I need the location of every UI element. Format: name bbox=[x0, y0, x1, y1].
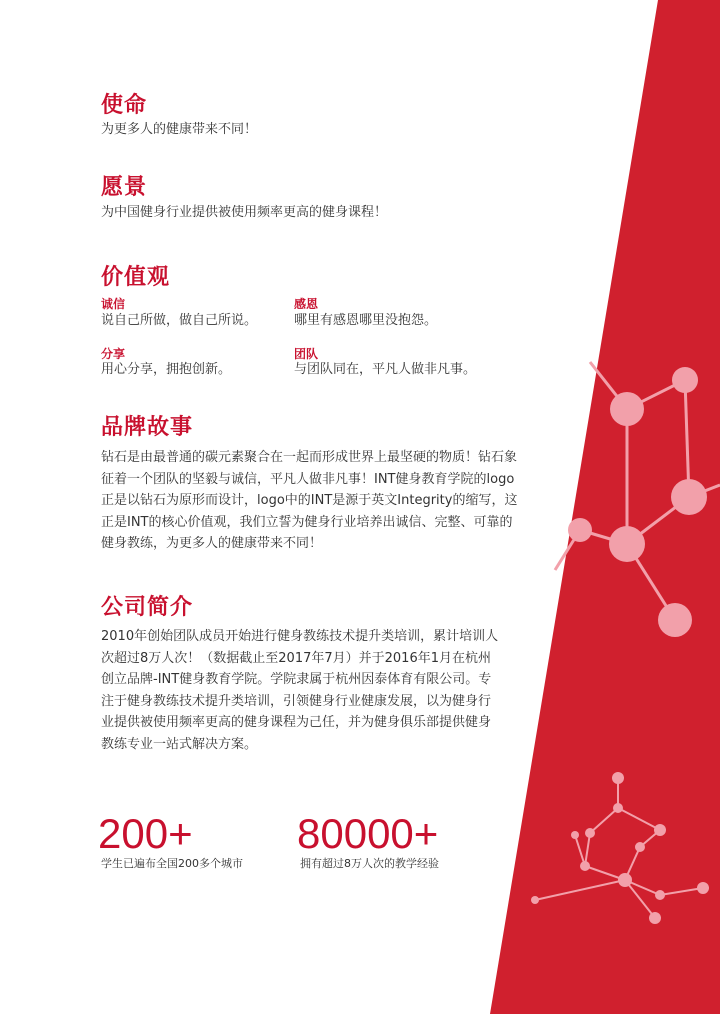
brand-story-line: 征着一个团队的坚毅与诚信，平凡人做非凡事！INT健身教育学院的logo bbox=[101, 471, 515, 487]
stat-caption-students: 拥有超过8万人次的教学经验 bbox=[300, 857, 439, 870]
stat-number-cities: 200+ bbox=[98, 810, 193, 857]
brand-story-body bbox=[101, 447, 556, 555]
vision-title: 愿景 bbox=[101, 175, 148, 200]
company-line: 2010年创始团队成员开始进行健身教练技术提升类培训，累计培训人 bbox=[101, 629, 499, 644]
value-text-sharing: 用心分享，拥抱创新。 bbox=[101, 362, 232, 377]
value-label-team: 团队 bbox=[294, 347, 319, 361]
company-title: 公司简介 bbox=[101, 595, 194, 620]
value-label-sharing: 分享 bbox=[101, 347, 126, 361]
stat-caption-cities: 学生已遍布全国200多个城市 bbox=[101, 857, 243, 870]
value-text-gratitude: 哪里有感恩哪里没抱怨。 bbox=[294, 313, 438, 328]
company-line: 业提供被使用频率更高的健身课程为己任，并为健身俱乐部提供健身 bbox=[101, 715, 492, 730]
mission-text: 为更多人的健康带来不同！ bbox=[101, 122, 258, 137]
value-label-integrity: 诚信 bbox=[101, 297, 126, 311]
mission-title: 使命 bbox=[101, 93, 148, 118]
value-text-team: 与团队同在，平凡人做非凡事。 bbox=[294, 362, 477, 377]
stat-number-students: 80000+ bbox=[297, 810, 439, 857]
value-text-integrity: 说自己所做，做自己所说。 bbox=[101, 313, 258, 328]
values-title: 价值观 bbox=[101, 265, 171, 290]
brand-story-line: 正是以钻石为原形而设计，logo中的INT是源于英文Integrity的缩写，这 bbox=[101, 493, 518, 508]
value-label-gratitude: 感恩 bbox=[294, 297, 319, 311]
company-line: 注于健身教练技术提升类培训，引领健身行业健康发展，以为健身行 bbox=[101, 693, 492, 709]
brand-story-line: 钻石是由最普通的碳元素聚合在一起而形成世界上最坚硬的物质！钻石象 bbox=[101, 450, 518, 465]
company-line: 教练专业一站式解决方案。 bbox=[101, 736, 258, 752]
brand-story-line: 健身教练，为更多人的健康带来不同！ bbox=[101, 536, 323, 551]
vision-text: 为中国健身行业提供被使用频率更高的健身课程！ bbox=[101, 205, 388, 220]
company-line: 创立品牌-INT健身教育学院。学院隶属于杭州因泰体育有限公司。专 bbox=[101, 672, 492, 687]
brand-story-line: 正是INT的核心价值观，我们立誓为健身行业培养出诚信、完整、可靠的 bbox=[101, 514, 513, 530]
company-body bbox=[101, 626, 556, 755]
company-line: 次超过8万人次！（数据截止至2017年7月）并于2016年1月在杭州 bbox=[101, 650, 491, 666]
brand-story-title: 品牌故事 bbox=[101, 415, 194, 440]
